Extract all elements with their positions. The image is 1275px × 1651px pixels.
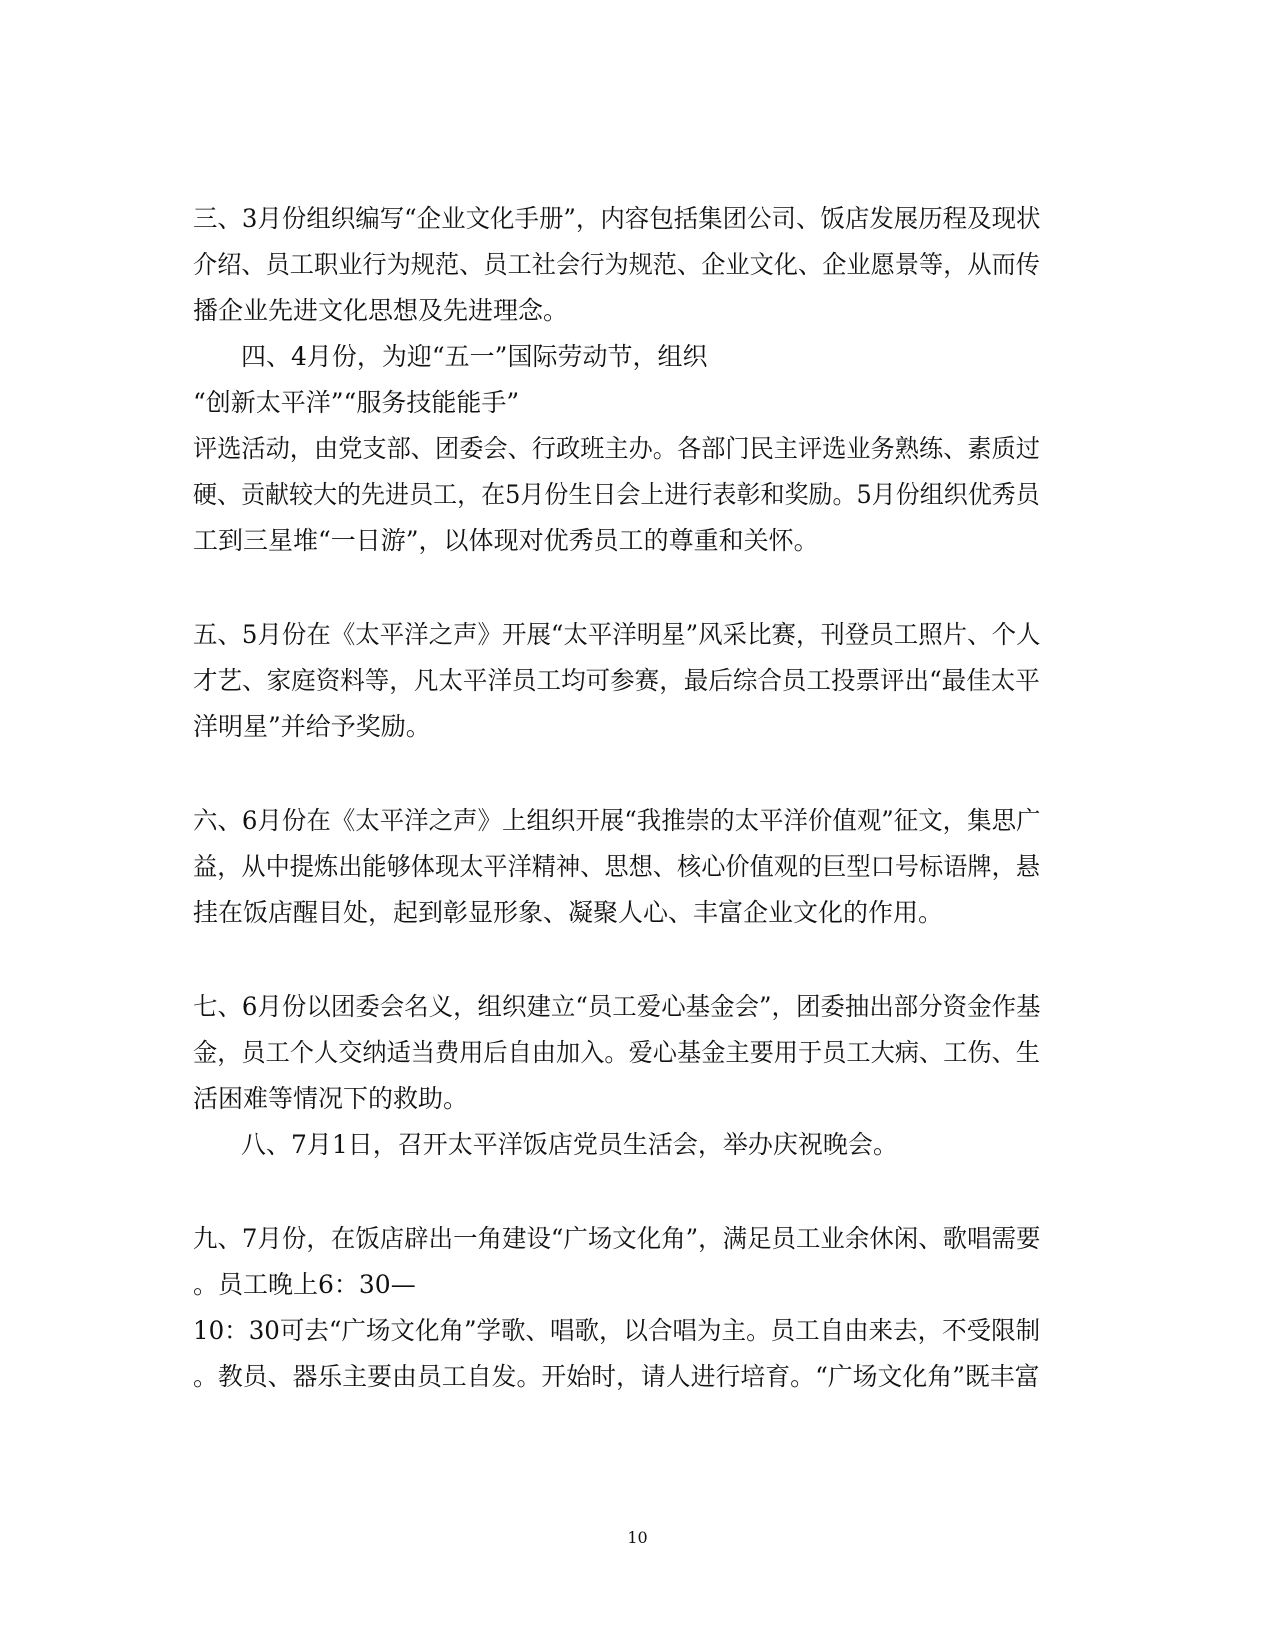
paragraph-9-line-1: 九、7月份，在饭店辟出一角建设“广场文化角”，满足员工业余休闲、歌唱需要 — [193, 1224, 1041, 1253]
paragraph-5-line-2: 才艺、家庭资料等，凡太平洋员工均可参赛，最后综合员工投票评出“最佳太平 — [193, 666, 1040, 695]
paragraph-9-line-3: 10：30可去“广场文化角”学歌、唱歌，以合唱为主。员工自由来去，不受限制 — [193, 1316, 1041, 1345]
paragraph-9-line-4: 。教员、器乐主要由员工自发。开始时，请人进行培育。“广场文化角”既丰富 — [193, 1362, 1040, 1391]
paragraph-4-line-2: “创新太平洋”“服务技能能手” — [193, 388, 520, 417]
paragraph-5-line-1: 五、5月份在《太平洋之声》开展“太平洋明星”风采比赛，刊登员工照片、个人 — [193, 620, 1041, 649]
paragraph-4-line-4: 硬、贡献较大的先进员工，在5月份生日会上进行表彰和奖励。5月份组织优秀员 — [193, 480, 1040, 509]
page-number: 10 — [627, 1528, 648, 1547]
paragraph-4-line-1: 四、4月份，为迎“五一”国际劳动节，组织 — [241, 342, 708, 371]
paragraph-3-line-2: 介绍、员工职业行为规范、员工社会行为规范、企业文化、企业愿景等，从而传 — [193, 250, 1041, 279]
paragraph-4-line-5: 工到三星堆“一日游”，以体现对优秀员工的尊重和关怀。 — [193, 526, 819, 555]
paragraph-6-line-2: 益，从中提炼出能够体现太平洋精神、思想、核心价值观的巨型口号标语牌，悬 — [193, 852, 1041, 881]
paragraph-3-line-1: 三、3月份组织编写“企业文化手册”，内容包括集团公司、饭店发展历程及现状 — [193, 204, 1041, 233]
paragraph-6-line-1: 六、6月份在《太平洋之声》上组织开展“我推崇的太平洋价值观”征文，集思广 — [193, 806, 1041, 835]
paragraph-7-line-3: 活困难等情况下的救助。 — [193, 1084, 469, 1113]
paragraph-8-line-1: 八、7月1日，召开太平洋饭店党员生活会，举办庆祝晚会。 — [241, 1130, 898, 1159]
paragraph-3-line-3: 播企业先进文化思想及先进理念。 — [193, 296, 569, 325]
paragraph-6-line-3: 挂在饭店醒目处，起到彰显形象、凝聚人心、丰富企业文化的作用。 — [193, 898, 944, 927]
paragraph-9-line-2: 。员工晚上6：30— — [193, 1270, 416, 1299]
paragraph-7-line-2: 金，员工个人交纳适当费用后自由加入。爱心基金主要用于员工大病、工伤、生 — [193, 1038, 1041, 1067]
paragraph-7-line-1: 七、6月份以团委会名义，组织建立“员工爱心基金会”，团委抽出部分资金作基 — [193, 992, 1041, 1021]
paragraph-4-line-3: 评选活动，由党支部、团委会、行政班主办。各部门民主评选业务熟练、素质过 — [193, 434, 1041, 463]
paragraph-5-line-3: 洋明星”并给予奖励。 — [193, 712, 431, 741]
